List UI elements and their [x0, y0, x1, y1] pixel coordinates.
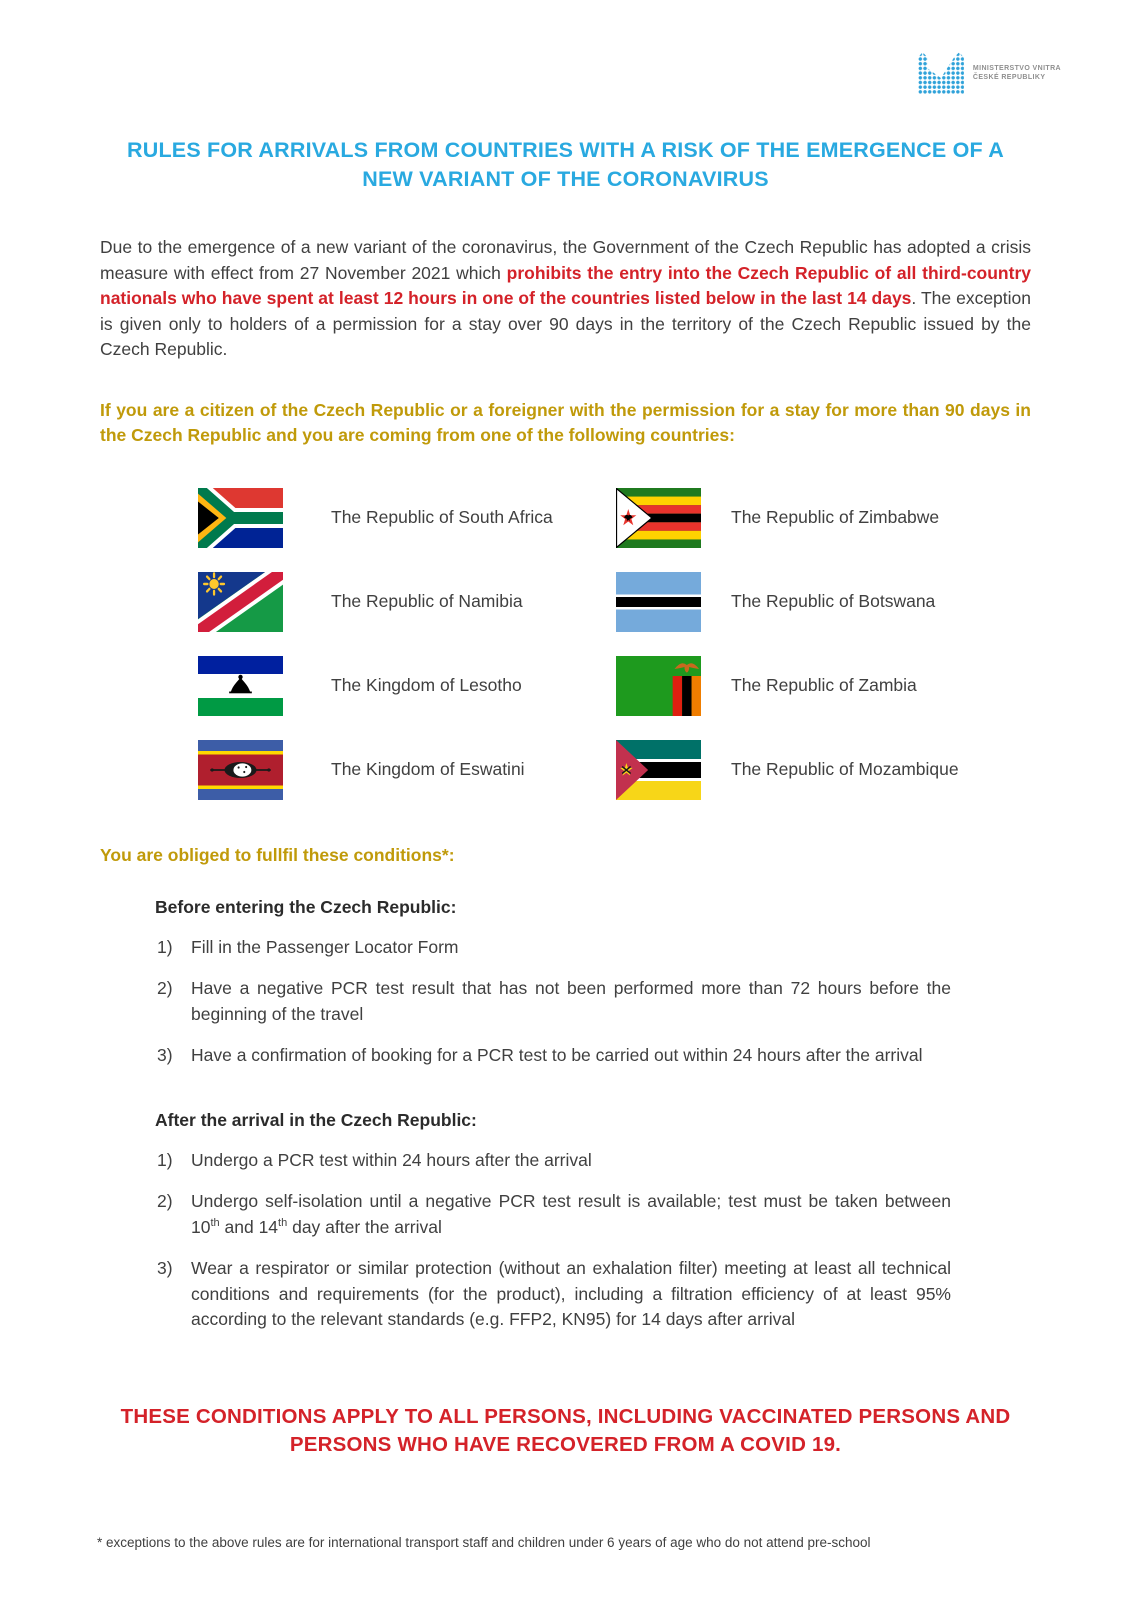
- list-number: 2): [157, 978, 173, 998]
- after-item-2: [157, 1189, 951, 1240]
- list-item-text: Wear a respirator or similar protection (without an exhalation filter) meeting at least all technical conditions and requirements (for the product), including a filtration efficiency of at least 95% according to the relevant standards (e.g. FFP2, KN95) for 14 days after arrival: [191, 1258, 951, 1329]
- list-number: 2): [157, 1191, 173, 1211]
- ministry-name-line2: ČESKÉ REPUBLIKY: [972, 74, 1046, 81]
- after-item-1: [157, 1148, 951, 1174]
- obligation-heading: You are obliged to fullfil these conditions*:: [100, 844, 455, 865]
- flag-zimbabwe-icon: [616, 488, 701, 548]
- intro-part2: . The exception is given only to holders of a permission for a stay over 90 days in the territory of the Czech Republic issued by the Czech Republic.: [100, 288, 1032, 359]
- before-item-2: [157, 976, 951, 1027]
- country-row-mozambique: [616, 740, 1131, 800]
- country-label: The Republic of Namibia: [331, 591, 523, 611]
- country-row-lesotho: [198, 656, 616, 716]
- list-number: 3): [157, 1258, 173, 1278]
- country-row-botswana: [616, 572, 1131, 632]
- item-text-part: Undergo self-isolation until a negative PCR test result is available; test must be taken between 10: [191, 1191, 951, 1237]
- before-item-3: [157, 1043, 951, 1069]
- before-item-1: [157, 935, 951, 961]
- header: [0, 0, 1131, 94]
- ordinal-superscript: th: [278, 1216, 288, 1229]
- before-entering-heading: Before entering the Czech Republic:: [155, 896, 457, 917]
- ministry-name-line1: MINISTERSTVO VNITRA: [972, 65, 1061, 72]
- list-item-text: Have a confirmation of booking for a PCR test to be carried out within 24 hours after the arrival: [191, 1045, 923, 1065]
- item-text-part: and 14: [219, 1216, 279, 1237]
- country-flags-grid: [0, 488, 1131, 800]
- ministry-logo-text: [973, 64, 1061, 82]
- list-item-text: Fill in the Passenger Locator Form: [191, 936, 459, 957]
- list-number: 1): [157, 936, 173, 957]
- citizen-note: If you are a citizen of the Czech Republic or a foreigner with the permission for a stay for more than 90 days in the Czech Republic and you are coming from one of the following countries:: [100, 399, 1031, 445]
- country-label: The Republic of Zambia: [731, 675, 917, 695]
- footnote: * exceptions to the above rules are for international transport staff and children under 6 years of age who do not attend pre-school: [97, 1534, 871, 1550]
- country-label: The Republic of Mozambique: [731, 759, 959, 779]
- intro-part1: Due to the emergence of a new variant of the coronavirus, the Government of the Czech Republic has adopted a crisis measure with effect from 27 November 2021 which: [100, 237, 1031, 283]
- ministry-logo: [918, 52, 1061, 94]
- country-label: The Kingdom of Lesotho: [331, 675, 522, 695]
- flag-eswatini-icon: [198, 740, 283, 800]
- country-row-namibia: [198, 572, 616, 632]
- list-item-text: [191, 1189, 951, 1240]
- country-row-zambia: [616, 656, 1131, 716]
- list-item-text: Have a negative PCR test result that has not been performed more than 72 hours before the beginning of the travel: [191, 978, 951, 1024]
- list-item-text: Undergo a PCR test within 24 hours after the arrival: [191, 1149, 592, 1170]
- flag-lesotho-icon: [198, 656, 283, 716]
- flag-zambia-icon: [616, 656, 701, 716]
- final-warning: THESE CONDITIONS APPLY TO ALL PERSONS, INCLUDING VACCINATED PERSONS AND PERSONS WHO HAVE RECOVERED FROM A COVID 19.: [120, 1404, 1011, 1456]
- ministry-dotted-m-icon: [918, 52, 964, 94]
- after-arrival-heading: After the arrival in the Czech Republic:: [155, 1109, 477, 1130]
- country-label: The Kingdom of Eswatini: [331, 759, 525, 779]
- ordinal-superscript: th: [210, 1216, 220, 1229]
- country-label: The Republic of Zimbabwe: [731, 507, 940, 527]
- country-label: The Republic of Botswana: [731, 591, 936, 611]
- country-row-south-africa: [198, 488, 616, 548]
- flag-namibia-icon: [198, 572, 283, 632]
- intro-paragraph: [100, 235, 1031, 363]
- list-number: 3): [157, 1045, 173, 1065]
- flag-mozambique-icon: [616, 740, 701, 800]
- item-text-part: day after the arrival: [287, 1216, 442, 1237]
- country-label: The Republic of South Africa: [331, 507, 553, 527]
- page-title: RULES FOR ARRIVALS FROM COUNTRIES WITH A RISK OF THE EMERGENCE OF A NEW VARIANT OF THE CORONAVIRUS: [127, 138, 1004, 191]
- country-row-eswatini: [198, 740, 616, 800]
- list-number: 1): [157, 1149, 173, 1170]
- intro-prohibition-highlight: prohibits the entry into the Czech Republic of all third-country nationals who have spent at least 12 hours in one of the countries listed below in the last 14 days: [100, 262, 1031, 308]
- flag-botswana-icon: [616, 572, 701, 632]
- country-row-zimbabwe: [616, 488, 1131, 548]
- after-item-3: [157, 1256, 951, 1333]
- flag-south-africa-icon: [198, 488, 283, 548]
